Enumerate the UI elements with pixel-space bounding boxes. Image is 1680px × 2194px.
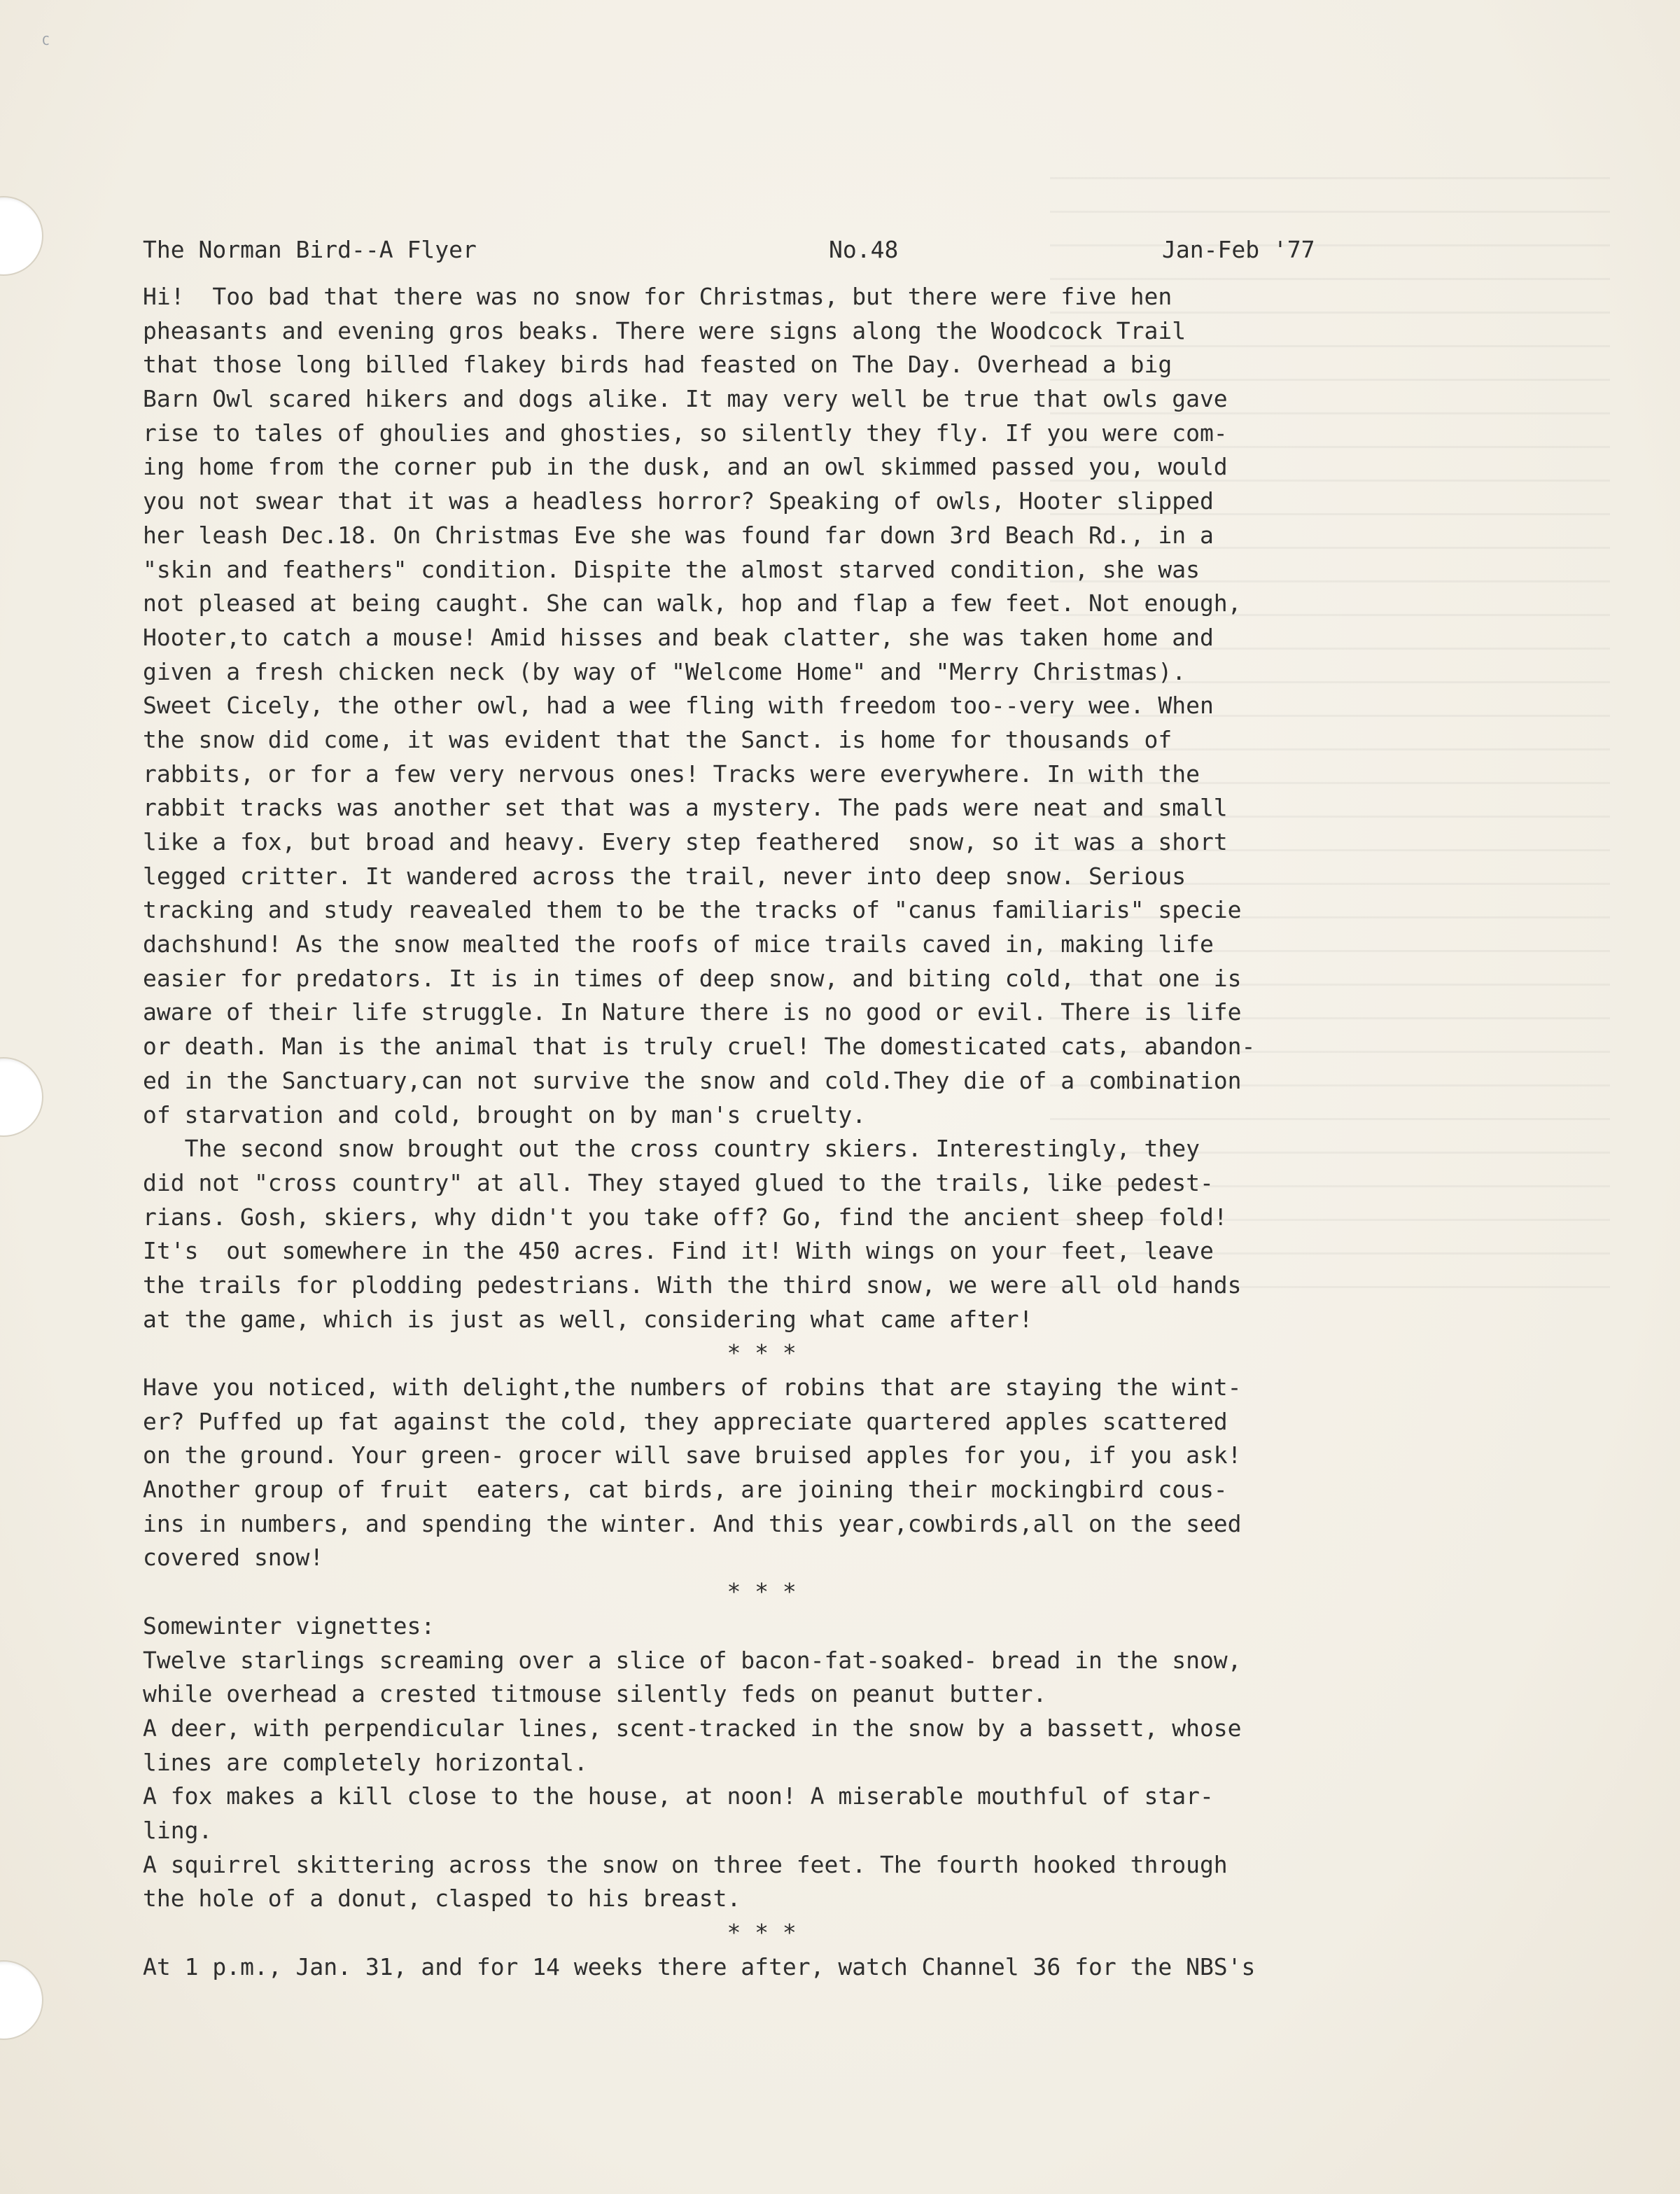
newsletter-body [143, 280, 1515, 1984]
body-line: A deer, with perpendicular lines, scent-tracked in the snow by a bassett, whose [143, 1714, 1242, 1742]
newsletter-title: The Norman Bird--A Flyer [143, 236, 477, 263]
body-line: Hooter,to catch a mouse! Amid hisses and beak clatter, she was taken home and [143, 623, 1214, 651]
punch-hole-top [0, 196, 43, 276]
body-line: on the ground. Your green- grocer will save bruised apples for you, if you ask! [143, 1441, 1242, 1469]
body-line: ling. [143, 1816, 213, 1844]
body-line: rabbits, or for a few very nervous ones! Tracks were everywhere. In with the [143, 760, 1200, 788]
body-line: Another group of fruit eaters, cat birds, are joining their mockingbird cous- [143, 1476, 1228, 1504]
body-line: easier for predators. It is in times of deep snow, and biting cold, that one is [143, 964, 1242, 992]
body-line: Have you noticed, with delight,the numbers of robins that are staying the wint- [143, 1374, 1242, 1401]
body-line: aware of their life struggle. In Nature there is no good or evil. There is life [143, 998, 1242, 1026]
body-line: her leash Dec.18. On Christmas Eve she was found far down 3rd Beach Rd., in a [143, 521, 1214, 549]
punch-hole-bottom [0, 1960, 43, 2040]
body-line: or death. Man is the animal that is truly cruel! The domesticated cats, abandon- [143, 1033, 1256, 1061]
body-line: while overhead a crested titmouse silently feds on peanut butter. [143, 1680, 1047, 1708]
body-line: * * * [143, 1339, 797, 1367]
body-line: not pleased at being caught. She can walk, hop and flap a few feet. Not enough, [143, 589, 1242, 617]
body-line: the trails for plodding pedestrians. With the third snow, we were all old hands [143, 1271, 1242, 1299]
body-line: tracking and study reavealed them to be the tracks of "canus familiaris" specie [143, 896, 1242, 924]
body-line: given a fresh chicken neck (by way of "Welcome Home" and "Merry Christmas). [143, 657, 1186, 685]
body-line: rians. Gosh, skiers, why didn't you take off? Go, find the ancient sheep fold! [143, 1203, 1228, 1231]
body-line: legged critter. It wandered across the trail, never into deep snow. Serious [143, 862, 1186, 890]
body-line: covered snow! [143, 1544, 324, 1572]
body-line: * * * [143, 1919, 797, 1946]
body-line: the hole of a donut, clasped to his breast. [143, 1885, 741, 1913]
body-line: The second snow brought out the cross country skiers. Interestingly, they [143, 1135, 1200, 1163]
body-line: ins in numbers, and spending the winter. And this year,cowbirds,all on the seed [143, 1509, 1242, 1537]
body-line: It's out somewhere in the 450 acres. Find it! With wings on your feet, leave [143, 1237, 1214, 1265]
body-line: did not "cross country" at all. They stayed glued to the trails, like pedest- [143, 1168, 1214, 1196]
body-line: that those long billed flakey birds had feasted on The Day. Overhead a big [143, 351, 1172, 379]
body-line: At 1 p.m., Jan. 31, and for 14 weeks there after, watch Channel 36 for the NBS's [143, 1952, 1256, 1980]
issue-number: No.48 [829, 236, 899, 263]
body-line: rise to tales of ghoulies and ghosties, so silently they fly. If you were com- [143, 419, 1228, 447]
body-line: of starvation and cold, brought on by man's cruelty. [143, 1101, 867, 1129]
body-line: A squirrel skittering across the snow on three feet. The fourth hooked through [143, 1850, 1228, 1878]
body-line: pheasants and evening gros beaks. There were signs along the Woodcock Trail [143, 316, 1186, 344]
newsletter-header [143, 234, 1431, 266]
body-line: dachshund! As the snow mealted the roofs of mice trails caved in, making life [143, 930, 1214, 958]
punch-hole-middle [0, 1057, 43, 1137]
body-line: A fox makes a kill close to the house, at noon! A miserable mouthful of star- [143, 1782, 1214, 1810]
body-line: Hi! Too bad that there was no snow for Christmas, but there were five hen [143, 283, 1172, 310]
body-line: Somewinter vignettes: [143, 1612, 435, 1640]
body-line: ing home from the corner pub in the dusk, and an owl skimmed passed you, would [143, 453, 1228, 481]
body-line: Sweet Cicely, the other owl, had a wee fling with freedom too--very wee. When [143, 692, 1214, 720]
corner-mark: C [42, 34, 50, 48]
body-line: lines are completely horizontal. [143, 1748, 588, 1776]
body-line: you not swear that it was a headless horror? Speaking of owls, Hooter slipped [143, 487, 1214, 515]
body-line: * * * [143, 1578, 797, 1606]
body-line: like a fox, but broad and heavy. Every step feathered snow, so it was a short [143, 828, 1228, 855]
body-line: "skin and feathers" condition. Dispite the almost starved condition, she was [143, 555, 1200, 583]
body-line: at the game, which is just as well, considering what came after! [143, 1305, 1033, 1333]
body-line: ed in the Sanctuary,can not survive the snow and cold.They die of a combination [143, 1066, 1242, 1094]
body-line: rabbit tracks was another set that was a mystery. The pads were neat and small [143, 794, 1228, 822]
body-line: Twelve starlings screaming over a slice of bacon-fat-soaked- bread in the snow, [143, 1646, 1242, 1674]
body-line: the snow did come, it was evident that the Sanct. is home for thousands of [143, 725, 1172, 753]
issue-date: Jan-Feb '77 [1162, 236, 1315, 263]
body-line: Barn Owl scared hikers and dogs alike. It may very well be true that owls gave [143, 385, 1228, 413]
body-line: er? Puffed up fat against the cold, they appreciate quartered apples scattered [143, 1407, 1228, 1435]
